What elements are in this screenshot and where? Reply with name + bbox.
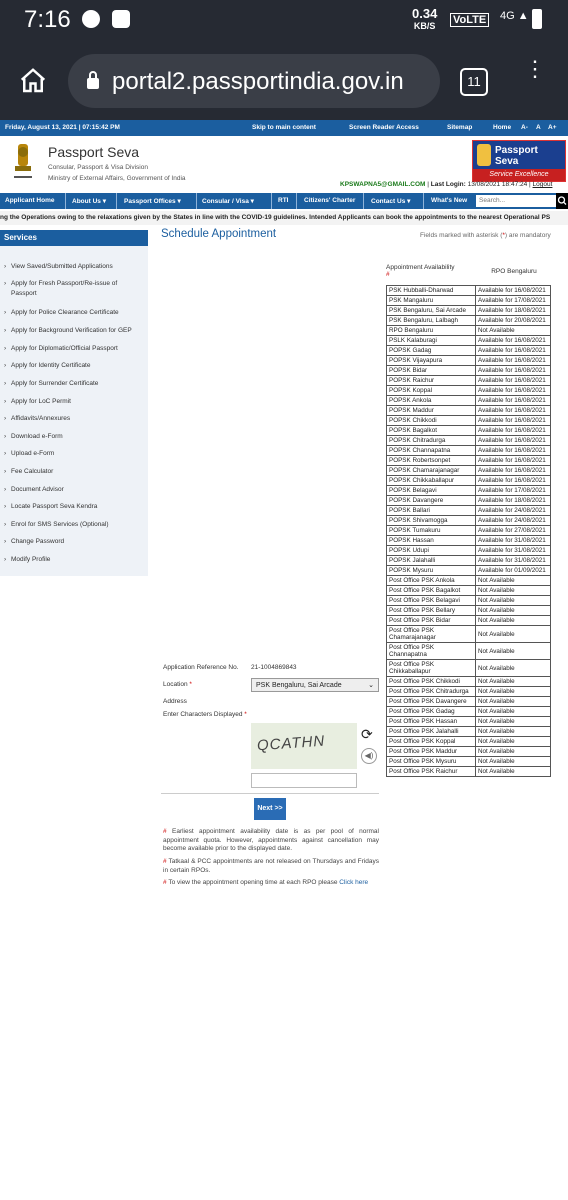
table-row bbox=[387, 747, 551, 757]
sidebar-item-change-password[interactable] bbox=[4, 537, 142, 547]
network-speed bbox=[412, 8, 437, 32]
availability-cell: Not Available bbox=[476, 586, 551, 596]
availability-cell: Not Available bbox=[476, 727, 551, 737]
availability-cell: Available for 18/08/2021 bbox=[476, 496, 551, 506]
table-row bbox=[387, 643, 551, 660]
home-icon[interactable] bbox=[18, 66, 48, 96]
sidebar-item-upload-eform[interactable] bbox=[4, 449, 142, 459]
top-strip bbox=[0, 120, 568, 136]
availability-cell: Available for 16/08/2021 bbox=[476, 346, 551, 356]
location-label bbox=[163, 681, 192, 688]
table-row bbox=[387, 727, 551, 737]
availability-cell: Available for 24/08/2021 bbox=[476, 506, 551, 516]
logout-link[interactable]: Logout bbox=[532, 181, 553, 188]
table-row bbox=[387, 566, 551, 576]
note-text: Tatkaal & PCC appointments are not released on Thursdays and Fridays in certain RPOs. bbox=[163, 858, 379, 874]
sidebar-item-diplomatic[interactable] bbox=[4, 344, 142, 354]
sidebar-item-label: › Apply for Surrender Certificate bbox=[11, 380, 99, 387]
availability-cell: Available for 16/08/2021 bbox=[476, 336, 551, 346]
note-text: Earliest appointment availability date is as per pool of normal appointment quota. However, appointments against cancellation may become available prior to the displayed date. bbox=[163, 828, 379, 852]
font-increase[interactable]: A+ bbox=[548, 124, 557, 131]
psk-name-cell: Post Office PSK Maddur bbox=[387, 747, 476, 757]
psk-name-cell: Post Office PSK Bidar bbox=[387, 616, 476, 626]
psk-name-cell: POPSK Chitradurga bbox=[387, 436, 476, 446]
psk-name-cell: POPSK Bagalkot bbox=[387, 426, 476, 436]
availability-cell: Available for 17/08/2021 bbox=[476, 296, 551, 306]
availability-cell: Available for 16/08/2021 bbox=[476, 466, 551, 476]
browser-toolbar bbox=[0, 42, 568, 120]
sidebar-item-label: › Download e-Form bbox=[11, 433, 63, 440]
availability-cell: Not Available bbox=[476, 660, 551, 677]
last-login-label: Last Login: bbox=[430, 181, 466, 188]
table-row bbox=[387, 386, 551, 396]
table-row bbox=[387, 346, 551, 356]
chevron-down-icon: ⌄ bbox=[368, 682, 374, 689]
address-bar[interactable] bbox=[68, 54, 440, 108]
sidebar-item-loc-permit[interactable] bbox=[4, 397, 142, 407]
nav-consular-visa[interactable]: Consular / Visa ▾ bbox=[202, 198, 254, 205]
note-text: To view the appointment opening time at each RPO please bbox=[168, 879, 340, 886]
availability-cell: Not Available bbox=[476, 767, 551, 777]
psk-name-cell: Post Office PSK Chikkaballapur bbox=[387, 660, 476, 677]
table-row bbox=[387, 396, 551, 406]
nav-separator bbox=[296, 193, 297, 209]
availability-cell: Available for 31/08/2021 bbox=[476, 546, 551, 556]
note-opening-time bbox=[163, 879, 379, 888]
psk-name-cell: POPSK Shivamogga bbox=[387, 516, 476, 526]
sidebar-item-label: › Enrol for SMS Services (Optional) bbox=[11, 521, 109, 528]
availability-cell: Available for 16/08/2021 bbox=[476, 356, 551, 366]
psk-name-cell: Post Office PSK Bellary bbox=[387, 606, 476, 616]
nav-passport-offices[interactable]: Passport Offices ▾ bbox=[124, 198, 181, 205]
nav-separator bbox=[271, 193, 272, 209]
availability-cell: Not Available bbox=[476, 606, 551, 616]
site-subtitle-ministry: Ministry of External Affairs, Government of India bbox=[48, 175, 186, 182]
captcha-label-text: Enter Characters Displayed bbox=[163, 711, 243, 718]
table-row bbox=[387, 476, 551, 486]
screen-reader-link[interactable]: Screen Reader Access bbox=[349, 124, 419, 131]
app-notification-icon bbox=[112, 10, 130, 28]
sidebar-item-sms[interactable] bbox=[4, 520, 142, 530]
availability-cell: Not Available bbox=[476, 757, 551, 767]
psk-name-cell: PSK Bengaluru, Sai Arcade bbox=[387, 306, 476, 316]
psk-name-cell: PSLK Kalaburagi bbox=[387, 336, 476, 346]
table-row bbox=[387, 336, 551, 346]
search-icon[interactable] bbox=[556, 193, 568, 209]
psk-name-cell: POPSK Maddur bbox=[387, 406, 476, 416]
table-row bbox=[387, 456, 551, 466]
nav-rti[interactable]: RTI bbox=[278, 197, 289, 204]
availability-cell: Available for 16/08/2021 bbox=[476, 476, 551, 486]
table-row bbox=[387, 526, 551, 536]
psk-name-cell: PSK Hubballi-Dharwad bbox=[387, 286, 476, 296]
table-row bbox=[387, 416, 551, 426]
availability-cell: Not Available bbox=[476, 576, 551, 586]
table-row bbox=[387, 326, 551, 336]
url-text: portal2.passportindia.gov.in bbox=[112, 68, 404, 95]
table-row bbox=[387, 506, 551, 516]
table-row bbox=[387, 536, 551, 546]
sidebar-item-fresh-passport[interactable] bbox=[4, 279, 142, 299]
availability-cell: Available for 24/08/2021 bbox=[476, 516, 551, 526]
volte-badge: VoLTE bbox=[450, 13, 489, 27]
availability-cell: Available for 16/08/2021 bbox=[476, 416, 551, 426]
note-hash: # bbox=[163, 879, 167, 886]
sidebar-item-fee-calculator[interactable] bbox=[4, 467, 142, 477]
table-row bbox=[387, 496, 551, 506]
refresh-icon[interactable]: ⟳ bbox=[361, 726, 373, 742]
psk-name-cell: Post Office PSK Bagalkot bbox=[387, 586, 476, 596]
sidebar-item-identity[interactable] bbox=[4, 361, 142, 371]
availability-cell: Available for 16/08/2021 bbox=[476, 446, 551, 456]
psk-name-cell: POPSK Channapatna bbox=[387, 446, 476, 456]
sidebar-item-download-eform[interactable] bbox=[4, 432, 142, 442]
availability-cell: Available for 16/08/2021 bbox=[476, 376, 551, 386]
psk-name-cell: POPSK Robertsonpet bbox=[387, 456, 476, 466]
sidebar-item-label: › Apply for Identity Certificate bbox=[11, 362, 91, 369]
table-row bbox=[387, 660, 551, 677]
tab-switcher-icon[interactable]: 11 bbox=[460, 68, 488, 96]
captcha-required-asterisk: * bbox=[244, 711, 247, 718]
passport-seva-logo bbox=[472, 140, 566, 182]
psk-name-cell: POPSK Udupi bbox=[387, 546, 476, 556]
availability-cell: Not Available bbox=[476, 707, 551, 717]
availability-cell: Available for 16/08/2021 bbox=[476, 386, 551, 396]
reference-label: Application Reference No. bbox=[163, 664, 239, 671]
availability-cell: Available for 20/08/2021 bbox=[476, 316, 551, 326]
sidebar-item-label: › Affidavits/Annexures bbox=[11, 415, 71, 422]
availability-cell: Not Available bbox=[476, 643, 551, 660]
psk-name-cell: RPO Bengaluru bbox=[387, 326, 476, 336]
table-row bbox=[387, 376, 551, 386]
availability-cell: Available for 01/09/2021 bbox=[476, 566, 551, 576]
sidebar-item-label: › Apply for Diplomatic/Official Passport bbox=[11, 345, 118, 352]
next-button[interactable]: Next >> bbox=[254, 798, 286, 820]
mandatory-note-post: ) are mandatory bbox=[504, 232, 551, 239]
overflow-menu-icon[interactable]: ⋮ bbox=[524, 56, 546, 81]
nav-separator bbox=[116, 193, 117, 209]
network-type: 4G bbox=[500, 10, 515, 22]
sidebar-item-label: › Locate Passport Seva Kendra bbox=[11, 503, 98, 510]
table-row bbox=[387, 737, 551, 747]
nav-contact-us[interactable]: Contact Us ▾ bbox=[371, 198, 411, 205]
user-info: KPSWAPNA5@GMAIL.COM | Last Login: 13/08/2021 18:47:24 | Logout bbox=[340, 181, 553, 188]
availability-cell: Not Available bbox=[476, 687, 551, 697]
nav-citizens-charter[interactable]: Citizens' Charter bbox=[304, 197, 356, 204]
chat-notification-icon bbox=[82, 10, 100, 28]
psk-name-cell: Post Office PSK Hassan bbox=[387, 717, 476, 727]
emblem-icon bbox=[10, 142, 36, 186]
page-title: Schedule Appointment bbox=[161, 228, 277, 240]
availability-hash: # bbox=[386, 271, 390, 278]
speed-value: 0.34 bbox=[412, 6, 438, 21]
availability-cell: Available for 16/08/2021 bbox=[476, 426, 551, 436]
table-row bbox=[387, 296, 551, 306]
services-sidebar bbox=[0, 246, 148, 576]
psk-name-cell: POPSK Chikkaballapur bbox=[387, 476, 476, 486]
captcha-label bbox=[163, 711, 247, 718]
psk-name-cell: Post Office PSK Belagavi bbox=[387, 596, 476, 606]
mandatory-note-pre: Fields marked with asterisk ( bbox=[420, 232, 503, 239]
sidebar-item-document-advisor[interactable] bbox=[4, 485, 142, 495]
availability-cell: Available for 16/08/2021 bbox=[476, 396, 551, 406]
sidebar-item-gep[interactable] bbox=[4, 326, 142, 336]
table-row bbox=[387, 356, 551, 366]
site-subtitle-division: Consular, Passport & Visa Division bbox=[48, 164, 148, 171]
table-row bbox=[387, 516, 551, 526]
psk-name-cell: POPSK Mysuru bbox=[387, 566, 476, 576]
reference-value: 21-1004869843 bbox=[251, 664, 297, 671]
web-page bbox=[0, 120, 568, 1200]
nav-whats-new[interactable]: What's New bbox=[431, 197, 468, 204]
psk-name-cell: POPSK Vijayapura bbox=[387, 356, 476, 366]
note-hash: # bbox=[163, 828, 167, 835]
nav-separator bbox=[363, 193, 364, 209]
brand-emblem-icon bbox=[477, 144, 491, 166]
availability-cell: Available for 31/08/2021 bbox=[476, 556, 551, 566]
captcha-characters: QCATHN bbox=[256, 732, 326, 755]
address-label: Address bbox=[163, 698, 187, 705]
location-selected: PSK Bengaluru, Sai Arcade bbox=[256, 682, 342, 689]
location-label-text: Location bbox=[163, 681, 188, 688]
table-row bbox=[387, 556, 551, 566]
nav-about-us[interactable]: About Us ▾ bbox=[72, 198, 106, 205]
table-row bbox=[387, 546, 551, 556]
sidebar-item-modify-profile[interactable] bbox=[4, 555, 142, 565]
psk-name-cell: POPSK Ballari bbox=[387, 506, 476, 516]
availability-cell: Not Available bbox=[476, 616, 551, 626]
sidebar-item-surrender[interactable] bbox=[4, 379, 142, 389]
click-here-link[interactable]: Click here bbox=[339, 879, 369, 886]
psk-name-cell: POPSK Hassan bbox=[387, 536, 476, 546]
font-normal[interactable]: A bbox=[536, 124, 541, 131]
lock-icon bbox=[86, 70, 100, 90]
current-date: Friday, August 13, 2021 | 07:15:42 PM bbox=[5, 124, 120, 131]
status-bar bbox=[0, 0, 568, 42]
sidebar-item-label: › Change Password bbox=[11, 538, 65, 545]
home-link[interactable]: Home bbox=[493, 124, 512, 131]
availability-cell: Not Available bbox=[476, 717, 551, 727]
status-time: 7:16 bbox=[24, 6, 71, 33]
table-row bbox=[387, 616, 551, 626]
table-row bbox=[387, 586, 551, 596]
sidebar-item-label: › View Saved/Submitted Applications bbox=[11, 263, 113, 270]
table-row bbox=[387, 596, 551, 606]
table-row bbox=[387, 486, 551, 496]
availability-cell: Available for 27/08/2021 bbox=[476, 526, 551, 536]
psk-name-cell: Post Office PSK Chitradurga bbox=[387, 687, 476, 697]
location-required-asterisk: * bbox=[189, 681, 192, 688]
note-tatkaal bbox=[163, 858, 379, 875]
psk-name-cell: POPSK Bidar bbox=[387, 366, 476, 376]
sidebar-item-label: › Apply for Police Clearance Certificate bbox=[11, 309, 119, 316]
table-row bbox=[387, 306, 551, 316]
table-row bbox=[387, 697, 551, 707]
note-hash: # bbox=[163, 858, 167, 865]
availability-heading-text: Appointment Availability bbox=[386, 264, 455, 271]
brand-line-1: Passport bbox=[495, 145, 538, 156]
mandatory-asterisk: * bbox=[502, 232, 505, 239]
psk-name-cell: Post Office PSK Gadag bbox=[387, 707, 476, 717]
table-row bbox=[387, 316, 551, 326]
table-row bbox=[387, 466, 551, 476]
psk-name-cell: Post Office PSK Channapatna bbox=[387, 643, 476, 660]
table-row bbox=[387, 626, 551, 643]
sidebar-item-label: › Document Advisor bbox=[11, 486, 64, 493]
brand-tagline: Service Excellence bbox=[473, 169, 565, 181]
user-email: KPSWAPNA5@GMAIL.COM bbox=[340, 181, 426, 188]
sidebar-item-pcc[interactable] bbox=[4, 308, 142, 318]
availability-cell: Available for 18/08/2021 bbox=[476, 306, 551, 316]
battery-icon bbox=[532, 9, 542, 29]
nav-separator bbox=[196, 193, 197, 209]
psk-name-cell: Post Office PSK Chamarajanagar bbox=[387, 626, 476, 643]
nav-applicant-home[interactable]: Applicant Home bbox=[5, 197, 55, 204]
psk-name-cell: PSK Bengaluru, Lalbagh bbox=[387, 316, 476, 326]
table-row bbox=[387, 767, 551, 777]
audio-icon[interactable]: ◀) bbox=[361, 748, 377, 764]
sidebar-item-affidavits[interactable] bbox=[4, 414, 142, 424]
table-row bbox=[387, 687, 551, 697]
availability-cell: Available for 16/08/2021 bbox=[476, 406, 551, 416]
availability-cell: Available for 16/08/2021 bbox=[476, 286, 551, 296]
psk-name-cell: POPSK Chikkodi bbox=[387, 416, 476, 426]
sidebar-item-label: › Apply for Fresh Passport/Re-issue of Passport bbox=[11, 280, 118, 297]
psk-name-cell: POPSK Belagavi bbox=[387, 486, 476, 496]
psk-name-cell: Post Office PSK Davangere bbox=[387, 697, 476, 707]
availability-cell: Available for 16/08/2021 bbox=[476, 366, 551, 376]
sitemap-link[interactable]: Sitemap bbox=[447, 124, 473, 131]
nav-separator bbox=[65, 193, 66, 209]
availability-table bbox=[386, 285, 551, 777]
site-title: Passport Seva bbox=[48, 144, 140, 160]
nav-separator bbox=[423, 193, 424, 209]
sidebar-item-locate-psk[interactable] bbox=[4, 502, 142, 512]
table-row bbox=[387, 576, 551, 586]
divider bbox=[161, 793, 379, 794]
psk-name-cell: Post Office PSK Mysuru bbox=[387, 757, 476, 767]
availability-cell: Not Available bbox=[476, 326, 551, 336]
brand-line-2: Seva bbox=[495, 156, 519, 167]
psk-name-cell: Post Office PSK Koppal bbox=[387, 737, 476, 747]
availability-cell: Available for 16/08/2021 bbox=[476, 456, 551, 466]
table-row bbox=[387, 426, 551, 436]
last-login-value: 13/08/2021 18:47:24 bbox=[467, 181, 528, 188]
captcha-image bbox=[251, 723, 357, 769]
availability-cell: Not Available bbox=[476, 677, 551, 687]
skip-link[interactable]: Skip to main content bbox=[252, 124, 316, 131]
captcha-input[interactable] bbox=[251, 773, 357, 788]
table-row bbox=[387, 406, 551, 416]
font-decrease[interactable]: A- bbox=[521, 124, 528, 131]
table-row bbox=[387, 366, 551, 376]
table-row bbox=[387, 436, 551, 446]
psk-name-cell: POPSK Jalahalli bbox=[387, 556, 476, 566]
availability-cell: Not Available bbox=[476, 747, 551, 757]
table-row bbox=[387, 606, 551, 616]
psk-name-cell: POPSK Ankola bbox=[387, 396, 476, 406]
availability-cell: Available for 16/08/2021 bbox=[476, 436, 551, 446]
table-row bbox=[387, 286, 551, 296]
availability-heading bbox=[386, 264, 476, 278]
availability-cell: Not Available bbox=[476, 596, 551, 606]
availability-cell: Not Available bbox=[476, 697, 551, 707]
psk-name-cell: POPSK Tumakuru bbox=[387, 526, 476, 536]
availability-cell: Available for 17/08/2021 bbox=[476, 486, 551, 496]
brand-text bbox=[495, 145, 538, 167]
psk-name-cell: POPSK Koppal bbox=[387, 386, 476, 396]
psk-name-cell: Post Office PSK Raichur bbox=[387, 767, 476, 777]
psk-name-cell: POPSK Chamarajanagar bbox=[387, 466, 476, 476]
sidebar-item-label: › Apply for LoC Permit bbox=[11, 398, 71, 405]
sidebar-item-label: › Apply for Background Verification for GEP bbox=[11, 327, 132, 334]
search-input[interactable]: Search... bbox=[476, 195, 556, 207]
note-availability bbox=[163, 828, 379, 854]
sidebar-item-label: › Upload e-Form bbox=[11, 450, 55, 457]
availability-table-body bbox=[387, 286, 551, 777]
mandatory-note bbox=[420, 232, 551, 239]
sidebar-item-view-applications[interactable] bbox=[4, 262, 142, 272]
table-row bbox=[387, 707, 551, 717]
psk-name-cell: PSK Mangaluru bbox=[387, 296, 476, 306]
services-heading: Services bbox=[0, 230, 148, 246]
psk-name-cell: Post Office PSK Ankola bbox=[387, 576, 476, 586]
table-row bbox=[387, 717, 551, 727]
psk-name-cell: Post Office PSK Jalahalli bbox=[387, 727, 476, 737]
table-row bbox=[387, 677, 551, 687]
availability-cell: Not Available bbox=[476, 626, 551, 643]
news-ticker: ng the Operations owing to the relaxations given by the States in line with the COVID-19 guidelines. Intended Applicants can book the appointments to the nearest Operational PS bbox=[0, 211, 568, 225]
psk-name-cell: POPSK Gadag bbox=[387, 346, 476, 356]
rpo-heading: RPO Bengaluru bbox=[491, 268, 537, 275]
sidebar-item-label: › Fee Calculator bbox=[11, 468, 54, 475]
availability-cell: Not Available bbox=[476, 737, 551, 747]
psk-name-cell: POPSK Raichur bbox=[387, 376, 476, 386]
psk-name-cell: Post Office PSK Chikkodi bbox=[387, 677, 476, 687]
table-row bbox=[387, 446, 551, 456]
sidebar-item-label: › Modify Profile bbox=[11, 556, 51, 563]
availability-cell: Available for 31/08/2021 bbox=[476, 536, 551, 546]
psk-name-cell: POPSK Davangere bbox=[387, 496, 476, 506]
signal-icon: 4G ▲ bbox=[500, 10, 529, 22]
speed-unit: KB/S bbox=[413, 21, 436, 31]
location-select[interactable] bbox=[251, 678, 379, 692]
table-row bbox=[387, 757, 551, 767]
